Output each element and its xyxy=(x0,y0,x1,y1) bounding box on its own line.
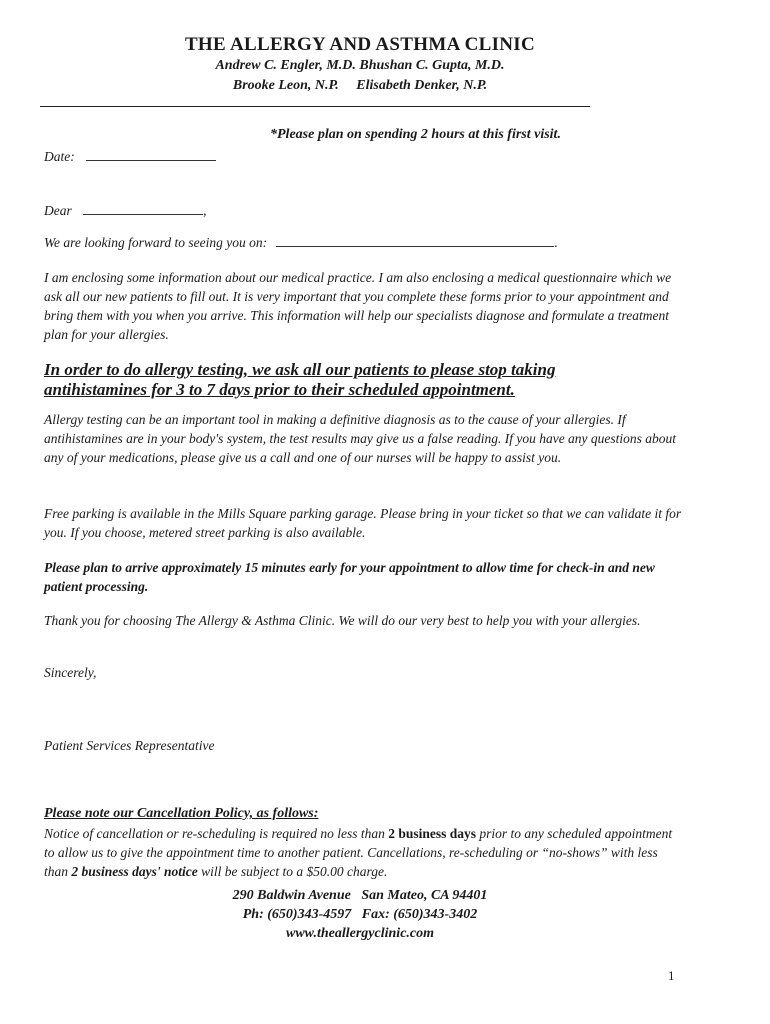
appointment-row xyxy=(44,232,558,251)
parking-paragraph: Free parking is available in the Mills Square parking garage. Please bring in your ticket so that we can validate it for you. If you choose, metered street parking is also available. xyxy=(44,506,682,540)
cancellation-text-2: prior to any scheduled appointment to allow us to give the appointment time to another patient. Cancellations, re-scheduling or “no-shows” with less than xyxy=(44,826,673,879)
signature-title: Patient Services Representative xyxy=(44,738,215,753)
closing: Sincerely, xyxy=(44,665,97,680)
nurse-practitioners-line: Brooke Leon, N.P. Elisabeth Denker, N.P. xyxy=(232,78,488,93)
appointment-label: We are looking forward to seeing you on: xyxy=(44,235,268,250)
clinic-name: THE ALLERGY AND ASTHMA CLINIC xyxy=(184,34,536,55)
testing-paragraph: Allergy testing can be an important tool in making a definitive diagnosis as to the cause of your allergies. If antihistamines are in your body's system, the test results may give us a false reading. If you have any questions about any of your medications, please give us a call and one of our nurses will be happy to assist you. xyxy=(44,412,677,465)
arrive-early-paragraph: Please plan to arrive approximately 15 minutes early for your appointment to allow time for check-in and new patient processing. xyxy=(44,560,655,594)
cancellation-heading: Please note our Cancellation Policy, as follows: xyxy=(44,806,319,821)
cancellation-policy xyxy=(44,824,684,881)
dear-row xyxy=(44,200,207,219)
cancellation-bold-1: 2 business days xyxy=(388,826,476,841)
header-divider xyxy=(40,106,590,107)
visit-duration-note: *Please plan on spending 2 hours at this first visit. xyxy=(270,127,561,142)
thanks-paragraph: Thank you for choosing The Allergy & Asthma Clinic. We will do our very best to help you with your allergies. xyxy=(44,613,641,628)
antihistamine-notice: In order to do allergy testing, we ask all our patients to please stop taking antihistamines for 3 to 7 days prior to their scheduled appointment. xyxy=(44,360,556,399)
dear-comma: , xyxy=(203,203,207,218)
footer-phone: Ph: (650)343-4597 Fax: (650)343-3402 xyxy=(242,907,478,922)
dear-label: Dear xyxy=(44,203,72,218)
cancellation-text-3: will be subject to a $50.00 charge. xyxy=(197,864,388,879)
date-label: Date: xyxy=(44,149,75,164)
footer-website[interactable]: www.theallergyclinic.com xyxy=(285,926,435,941)
dear-blank xyxy=(83,200,203,215)
appointment-blank xyxy=(276,232,554,247)
date-row xyxy=(44,146,216,165)
date-blank xyxy=(86,146,216,161)
appointment-period: . xyxy=(554,235,558,250)
page-number: 1 xyxy=(668,968,675,983)
cancellation-bold-2: 2 business days' notice xyxy=(71,864,198,879)
footer-address: 290 Baldwin Avenue San Mateo, CA 94401 xyxy=(232,888,488,903)
doctors-line: Andrew C. Engler, M.D. Bhushan C. Gupta, M.D. xyxy=(215,58,505,73)
intro-paragraph: I am enclosing some information about our medical practice. I am also enclosing a medical questionnaire which we ask all our new patients to fill out. It is very important that you complete these forms prior to your appointment and bring them with you when you arrive. This information will help our specialists diagnose and formulate a treatment plan for your allergies. xyxy=(44,270,672,342)
cancellation-text-1: Notice of cancellation or re-scheduling is required no less than xyxy=(44,826,389,841)
